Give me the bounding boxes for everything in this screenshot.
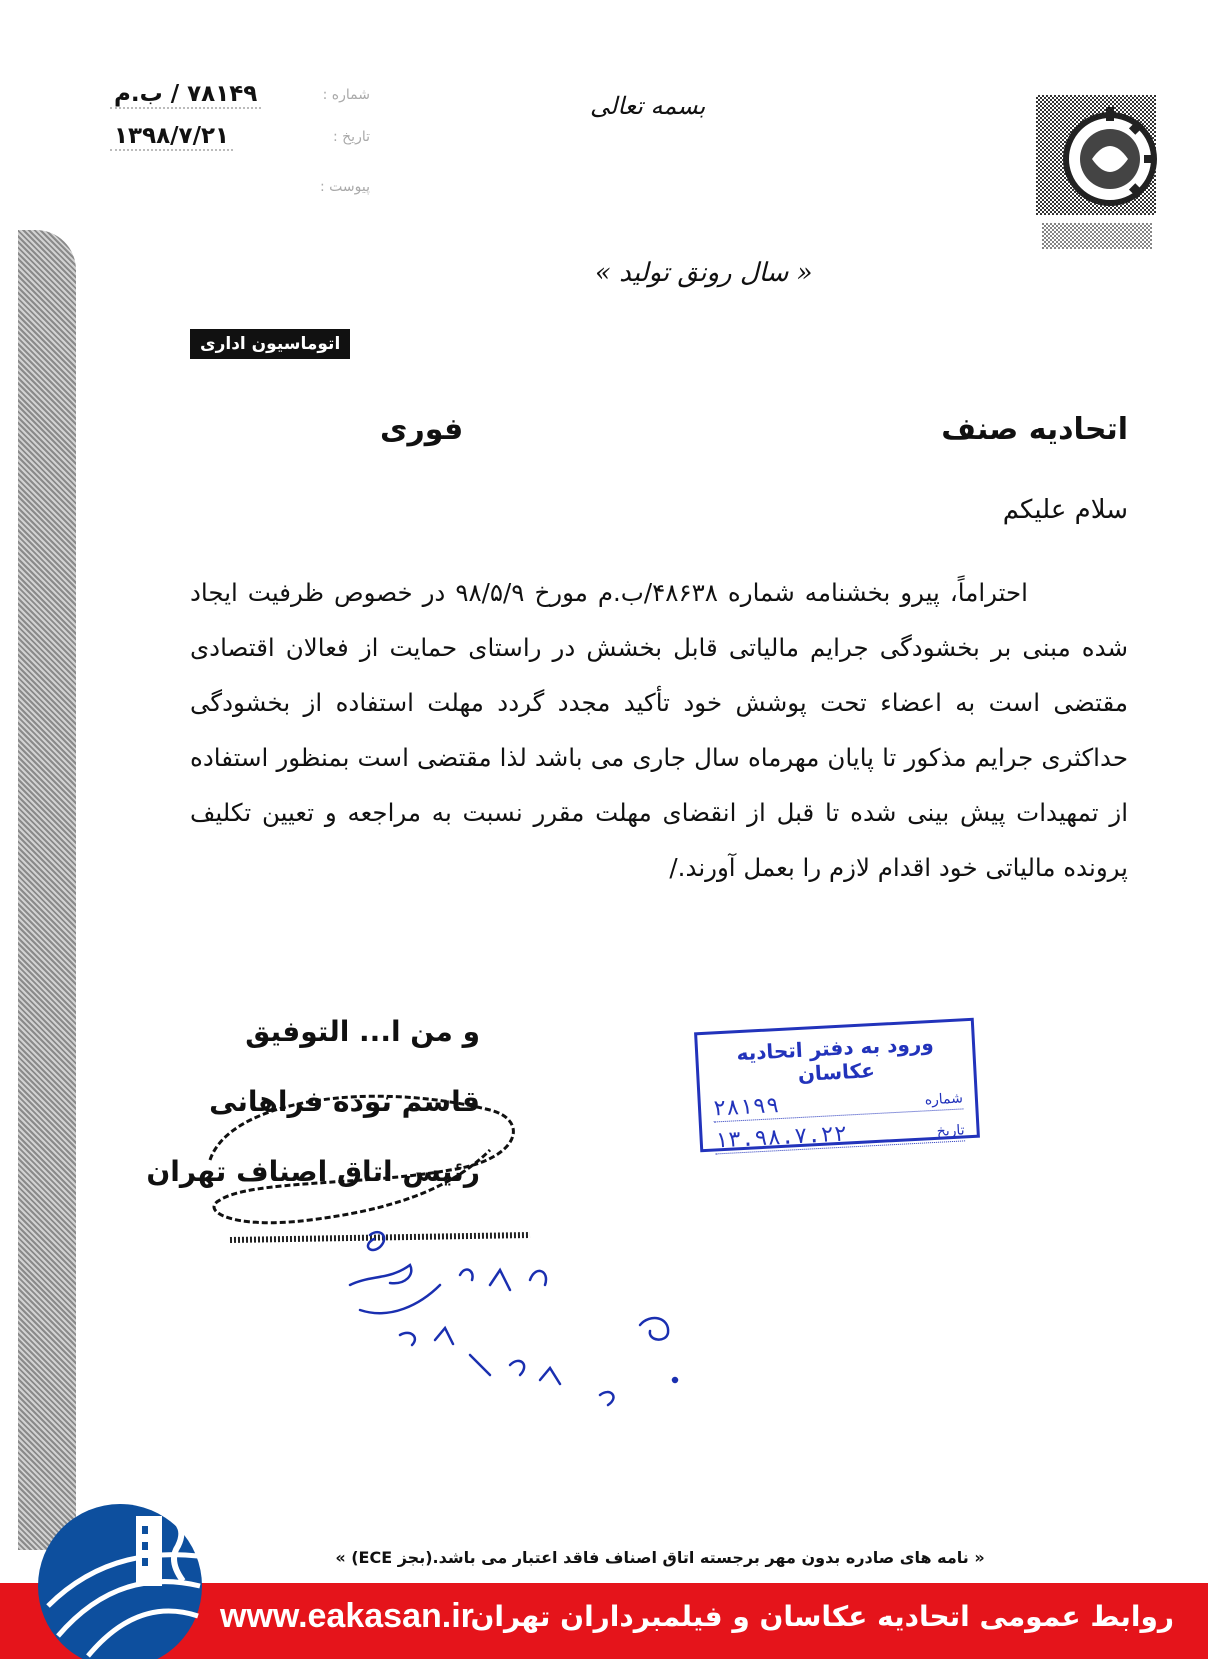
footer-organization: روابط عمومی اتحادیه عکاسان و فیلمبرداران تهران (470, 1600, 1174, 1633)
letter-body (190, 565, 1128, 895)
letter-date-value: ۱۳۹۸/۷/۲۱ (110, 123, 233, 151)
letter-attachment-row (110, 170, 370, 204)
letter-body-paragraph: احتراماً، پیرو بخشنامه شماره ۴۸۶۳۸/ب.م مورخ ۹۸/۵/۹ در خصوص ظرفیت ایجاد شده مبنی بر بخشودگی جرایم مالیاتی قابل بخشش در راستای حمایت از فعالان اقتصادی مقتضی است به اعضاء تحت پوشش خود تأکید مجدد گردد مهلت استفاده از بخشودگی حداکثری جرایم مذکور تا پایان مهرماه سال جاری می باشد لذا مقتضی است بمنظور استفاده از تمهیدات پیش بینی شده تا قبل از انقضای مهلت مقرر نسبت به مراجعه و تعیین تکلیف پرونده مالیاتی خود اقدام لازم را بعمل آورند./ (190, 578, 1128, 882)
office-automation-badge: اتوماسیون اداری (190, 329, 350, 359)
footer-website-link[interactable]: www.eakasan.ir (220, 1597, 474, 1635)
letter-number-label: شماره : (322, 87, 370, 103)
closing-phrase: و من ا... التوفیق (245, 1015, 480, 1048)
letter-number-row (110, 78, 370, 112)
footer-validity-note: « نامه های صادره بدون مهر برجسته اتاق اصناف فاقد اعتبار می باشد.(بجز ECE) » (335, 1548, 985, 1567)
letter-number-value: ۷۸۱۴۹ / ب.م (110, 81, 261, 109)
bismillah: بسمه تعالی (590, 92, 706, 120)
stamp-date-label: تاریخ (936, 1122, 965, 1140)
letter-date-row (110, 120, 370, 154)
letter-attachment-label: پیوست : (320, 179, 370, 195)
stamp-title: ورود به دفتر اتحادیه عکاسان (735, 1030, 935, 1087)
signer-name: قاسم نوده فراهانی (209, 1085, 480, 1118)
urgency-label: فوری (380, 412, 464, 447)
stamp-date-value: ۱۳.۹۸.۷.۲۲ (714, 1121, 848, 1154)
stamp-date-row (714, 1115, 965, 1154)
receipt-stamp (694, 1018, 980, 1152)
stamp-number-label: شماره (924, 1090, 964, 1109)
scan-edge-artifact (18, 230, 76, 1550)
handwritten-annotation (340, 1215, 720, 1445)
photographers-union-logo-icon (28, 1486, 213, 1659)
letter-date-label: تاریخ : (332, 129, 370, 145)
signer-title: رئیس اتاق اصناف تهران (146, 1155, 480, 1188)
guild-chamber-gear-logo-icon (1032, 93, 1160, 258)
year-slogan: « سال رونق تولید » (595, 258, 813, 288)
greeting: سلام علیکم (1002, 495, 1128, 525)
recipient-heading: اتحادیه صنف (941, 412, 1128, 447)
stamp-number-value: ۲۸۱۹۹ (712, 1093, 780, 1122)
